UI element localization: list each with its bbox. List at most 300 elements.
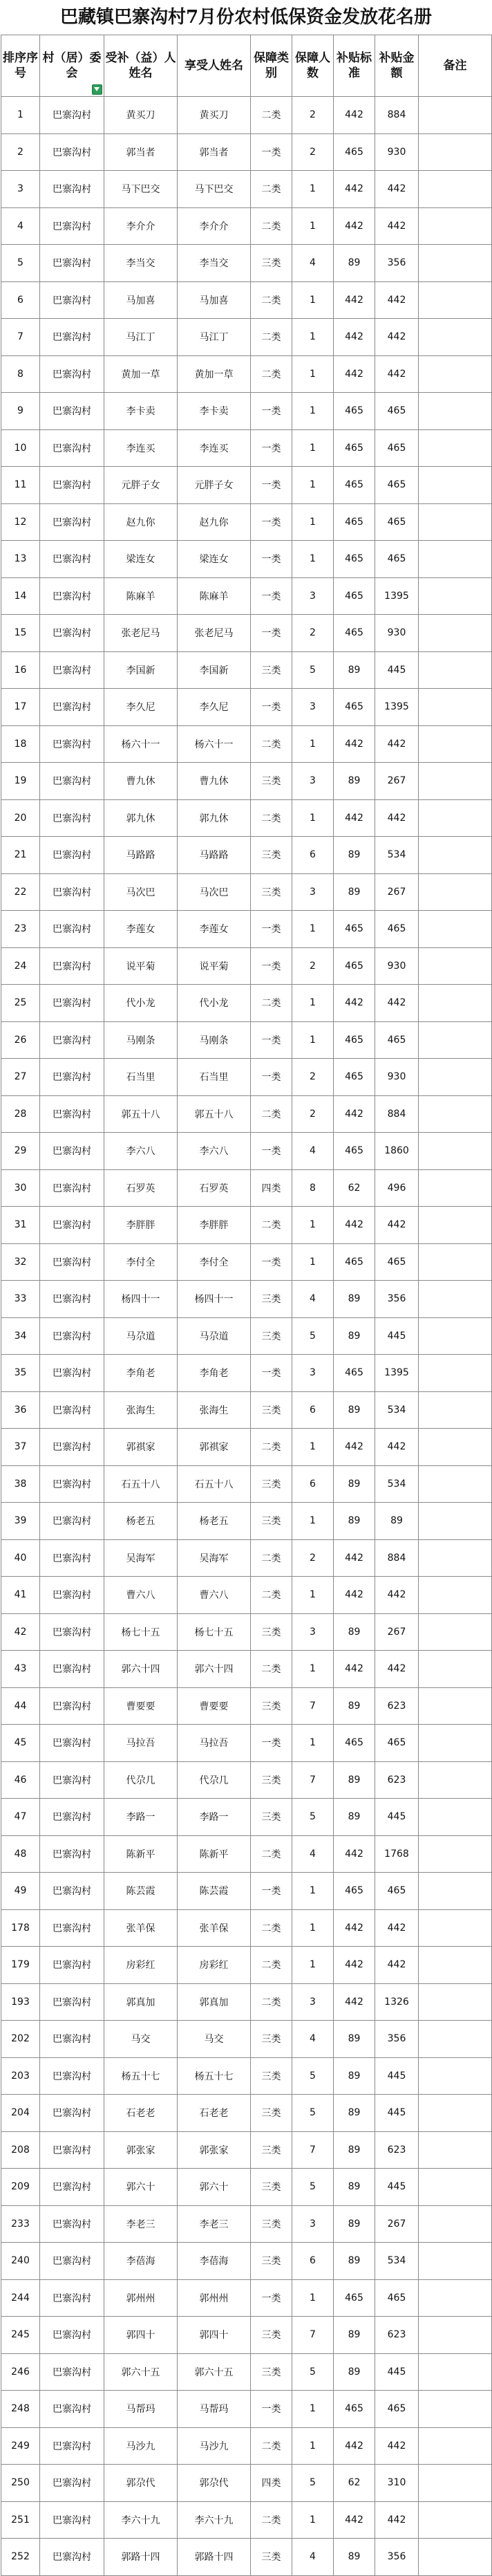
cell-remarks[interactable] <box>419 1317 492 1355</box>
cell-amount[interactable]: 356 <box>375 1281 419 1318</box>
cell-category[interactable]: 二类 <box>251 1909 292 1947</box>
cell-amount[interactable]: 534 <box>375 1391 419 1429</box>
cell-seq[interactable]: 202 <box>1 2021 40 2058</box>
cell-seq[interactable]: 44 <box>1 1687 40 1725</box>
cell-village[interactable]: 巴寨沟村 <box>40 1761 104 1799</box>
cell-village[interactable]: 巴寨沟村 <box>40 319 104 356</box>
cell-beneficiary[interactable]: 陈麻羊 <box>178 577 251 615</box>
cell-seq[interactable]: 249 <box>1 2427 40 2465</box>
cell-standard[interactable]: 465 <box>334 541 375 578</box>
cell-amount[interactable]: 267 <box>375 1613 419 1651</box>
cell-recipient[interactable]: 马拉吾 <box>104 1725 178 1762</box>
cell-category[interactable]: 三类 <box>251 837 292 874</box>
cell-amount[interactable]: 445 <box>375 651 419 689</box>
cell-beneficiary[interactable]: 代尕几 <box>178 1761 251 1799</box>
cell-amount[interactable]: 356 <box>375 2539 419 2576</box>
cell-beneficiary[interactable]: 李付全 <box>178 1243 251 1281</box>
cell-beneficiary[interactable]: 郭路十四 <box>178 2539 251 2576</box>
cell-count[interactable]: 1 <box>292 985 334 1022</box>
cell-seq[interactable]: 31 <box>1 1207 40 1244</box>
cell-beneficiary[interactable]: 郭六十 <box>178 2169 251 2206</box>
cell-seq[interactable]: 2 <box>1 133 40 171</box>
cell-standard[interactable]: 442 <box>334 1207 375 1244</box>
cell-category[interactable]: 一类 <box>251 503 292 541</box>
cell-village[interactable]: 巴寨沟村 <box>40 837 104 874</box>
cell-category[interactable]: 三类 <box>251 1503 292 1540</box>
cell-seq[interactable]: 39 <box>1 1503 40 1540</box>
cell-recipient[interactable]: 李胖胖 <box>104 1207 178 1244</box>
cell-remarks[interactable] <box>419 2131 492 2169</box>
cell-remarks[interactable] <box>419 799 492 837</box>
cell-recipient[interactable]: 陈新平 <box>104 1835 178 1873</box>
cell-beneficiary[interactable]: 马拉吾 <box>178 1725 251 1762</box>
cell-count[interactable]: 1 <box>292 2501 334 2539</box>
cell-beneficiary[interactable]: 郭祺家 <box>178 1429 251 1466</box>
cell-beneficiary[interactable]: 石罗英 <box>178 1169 251 1207</box>
cell-amount[interactable]: 1768 <box>375 1835 419 1873</box>
cell-amount[interactable]: 1860 <box>375 1133 419 1170</box>
cell-amount[interactable]: 534 <box>375 837 419 874</box>
cell-standard[interactable]: 89 <box>334 2021 375 2058</box>
cell-recipient[interactable]: 石当里 <box>104 1059 178 1096</box>
cell-standard[interactable]: 465 <box>334 1725 375 1762</box>
cell-amount[interactable]: 465 <box>375 2391 419 2428</box>
cell-beneficiary[interactable]: 张羊保 <box>178 1909 251 1947</box>
cell-remarks[interactable] <box>419 1465 492 1503</box>
cell-amount[interactable]: 623 <box>375 2131 419 2169</box>
cell-count[interactable]: 2 <box>292 1095 334 1133</box>
cell-remarks[interactable] <box>419 393 492 430</box>
cell-category[interactable]: 二类 <box>251 2427 292 2465</box>
cell-category[interactable]: 一类 <box>251 615 292 652</box>
cell-seq[interactable]: 4 <box>1 207 40 245</box>
cell-remarks[interactable] <box>419 1021 492 1059</box>
cell-category[interactable]: 一类 <box>251 1133 292 1170</box>
cell-recipient[interactable]: 李久尼 <box>104 689 178 726</box>
cell-amount[interactable]: 442 <box>375 281 419 319</box>
cell-remarks[interactable] <box>419 1947 492 1984</box>
cell-remarks[interactable] <box>419 1687 492 1725</box>
cell-amount[interactable]: 442 <box>375 1207 419 1244</box>
cell-beneficiary[interactable]: 郭五十八 <box>178 1095 251 1133</box>
cell-beneficiary[interactable]: 李当交 <box>178 245 251 282</box>
cell-remarks[interactable] <box>419 1983 492 2021</box>
cell-village[interactable]: 巴寨沟村 <box>40 2279 104 2317</box>
cell-seq[interactable]: 204 <box>1 2095 40 2132</box>
cell-beneficiary[interactable]: 石老老 <box>178 2095 251 2132</box>
cell-recipient[interactable]: 陈芸霞 <box>104 1873 178 1910</box>
cell-count[interactable]: 5 <box>292 1317 334 1355</box>
cell-category[interactable]: 一类 <box>251 393 292 430</box>
cell-beneficiary[interactable]: 石五十八 <box>178 1465 251 1503</box>
cell-count[interactable]: 5 <box>292 2057 334 2095</box>
cell-recipient[interactable]: 李卡卖 <box>104 393 178 430</box>
cell-seq[interactable]: 30 <box>1 1169 40 1207</box>
cell-recipient[interactable]: 杨五十七 <box>104 2057 178 2095</box>
cell-remarks[interactable] <box>419 985 492 1022</box>
cell-seq[interactable]: 6 <box>1 281 40 319</box>
cell-beneficiary[interactable]: 赵九你 <box>178 503 251 541</box>
cell-village[interactable]: 巴寨沟村 <box>40 1687 104 1725</box>
cell-seq[interactable]: 8 <box>1 355 40 393</box>
cell-count[interactable]: 1 <box>292 1909 334 1947</box>
cell-recipient[interactable]: 石五十八 <box>104 1465 178 1503</box>
cell-beneficiary[interactable]: 曹九休 <box>178 763 251 800</box>
cell-village[interactable]: 巴寨沟村 <box>40 1169 104 1207</box>
cell-category[interactable]: 一类 <box>251 577 292 615</box>
cell-beneficiary[interactable]: 李路一 <box>178 1799 251 1836</box>
cell-category[interactable]: 二类 <box>251 1983 292 2021</box>
cell-standard[interactable]: 89 <box>334 2539 375 2576</box>
cell-recipient[interactable]: 杨老五 <box>104 1503 178 1540</box>
cell-count[interactable]: 6 <box>292 1465 334 1503</box>
cell-recipient[interactable]: 李付全 <box>104 1243 178 1281</box>
cell-amount[interactable]: 930 <box>375 615 419 652</box>
cell-seq[interactable]: 16 <box>1 651 40 689</box>
cell-seq[interactable]: 40 <box>1 1539 40 1577</box>
cell-recipient[interactable]: 郭真加 <box>104 1983 178 2021</box>
cell-amount[interactable]: 442 <box>375 1429 419 1466</box>
cell-recipient[interactable]: 郭五十八 <box>104 1095 178 1133</box>
cell-category[interactable]: 二类 <box>251 725 292 763</box>
cell-category[interactable]: 三类 <box>251 1761 292 1799</box>
cell-count[interactable]: 1 <box>292 467 334 504</box>
cell-amount[interactable]: 442 <box>375 1577 419 1614</box>
cell-village[interactable]: 巴寨沟村 <box>40 1429 104 1466</box>
cell-beneficiary[interactable]: 马路路 <box>178 837 251 874</box>
cell-beneficiary[interactable]: 黄加一草 <box>178 355 251 393</box>
cell-village[interactable]: 巴寨沟村 <box>40 245 104 282</box>
cell-amount[interactable]: 465 <box>375 911 419 948</box>
cell-remarks[interactable] <box>419 2317 492 2354</box>
cell-beneficiary[interactable]: 梁连女 <box>178 541 251 578</box>
cell-standard[interactable]: 89 <box>334 1391 375 1429</box>
cell-amount[interactable]: 465 <box>375 1243 419 1281</box>
cell-seq[interactable]: 7 <box>1 319 40 356</box>
cell-recipient[interactable]: 曹九休 <box>104 763 178 800</box>
cell-recipient[interactable]: 马帮玛 <box>104 2391 178 2428</box>
cell-count[interactable]: 2 <box>292 947 334 985</box>
cell-remarks[interactable] <box>419 2279 492 2317</box>
cell-category[interactable]: 一类 <box>251 1725 292 1762</box>
cell-amount[interactable]: 442 <box>375 1947 419 1984</box>
cell-amount[interactable]: 445 <box>375 1799 419 1836</box>
cell-standard[interactable]: 465 <box>334 1355 375 1392</box>
cell-count[interactable]: 1 <box>292 503 334 541</box>
cell-village[interactable]: 巴寨沟村 <box>40 2131 104 2169</box>
cell-recipient[interactable]: 李莲女 <box>104 911 178 948</box>
cell-standard[interactable]: 89 <box>334 2243 375 2280</box>
cell-category[interactable]: 一类 <box>251 1873 292 1910</box>
cell-village[interactable]: 巴寨沟村 <box>40 1317 104 1355</box>
cell-category[interactable]: 三类 <box>251 1281 292 1318</box>
cell-seq[interactable]: 13 <box>1 541 40 578</box>
cell-standard[interactable]: 89 <box>334 2169 375 2206</box>
cell-standard[interactable]: 89 <box>334 1613 375 1651</box>
cell-recipient[interactable]: 马沙九 <box>104 2427 178 2465</box>
cell-standard[interactable]: 89 <box>334 2205 375 2243</box>
cell-recipient[interactable]: 李六八 <box>104 1133 178 1170</box>
cell-count[interactable]: 1 <box>292 393 334 430</box>
cell-category[interactable]: 二类 <box>251 1539 292 1577</box>
cell-beneficiary[interactable]: 元胖子女 <box>178 467 251 504</box>
cell-category[interactable]: 三类 <box>251 2131 292 2169</box>
cell-remarks[interactable] <box>419 97 492 134</box>
cell-standard[interactable]: 442 <box>334 985 375 1022</box>
cell-beneficiary[interactable]: 陈芸霞 <box>178 1873 251 1910</box>
cell-seq[interactable]: 37 <box>1 1429 40 1466</box>
cell-recipient[interactable]: 代尕几 <box>104 1761 178 1799</box>
cell-beneficiary[interactable]: 郭张家 <box>178 2131 251 2169</box>
cell-category[interactable]: 三类 <box>251 1317 292 1355</box>
cell-category[interactable]: 三类 <box>251 1465 292 1503</box>
cell-standard[interactable]: 89 <box>334 2057 375 2095</box>
cell-count[interactable]: 5 <box>292 651 334 689</box>
cell-village[interactable]: 巴寨沟村 <box>40 1613 104 1651</box>
cell-beneficiary[interactable]: 马加喜 <box>178 281 251 319</box>
cell-standard[interactable]: 442 <box>334 2501 375 2539</box>
cell-standard[interactable]: 442 <box>334 1429 375 1466</box>
cell-category[interactable]: 一类 <box>251 1355 292 1392</box>
cell-amount[interactable]: 356 <box>375 2021 419 2058</box>
cell-seq[interactable]: 240 <box>1 2243 40 2280</box>
cell-village[interactable]: 巴寨沟村 <box>40 1539 104 1577</box>
cell-amount[interactable]: 496 <box>375 1169 419 1207</box>
cell-count[interactable]: 1 <box>292 1429 334 1466</box>
cell-category[interactable]: 三类 <box>251 2095 292 2132</box>
cell-category[interactable]: 二类 <box>251 985 292 1022</box>
cell-amount[interactable]: 1395 <box>375 689 419 726</box>
cell-amount[interactable]: 267 <box>375 2205 419 2243</box>
cell-standard[interactable]: 465 <box>334 947 375 985</box>
cell-recipient[interactable]: 马次巴 <box>104 873 178 911</box>
cell-seq[interactable]: 233 <box>1 2205 40 2243</box>
cell-count[interactable]: 2 <box>292 133 334 171</box>
cell-standard[interactable]: 465 <box>334 911 375 948</box>
cell-category[interactable]: 三类 <box>251 1613 292 1651</box>
cell-seq[interactable]: 42 <box>1 1613 40 1651</box>
cell-remarks[interactable] <box>419 2243 492 2280</box>
cell-standard[interactable]: 465 <box>334 615 375 652</box>
cell-village[interactable]: 巴寨沟村 <box>40 2057 104 2095</box>
cell-remarks[interactable] <box>419 2539 492 2576</box>
cell-amount[interactable]: 465 <box>375 429 419 467</box>
cell-count[interactable]: 1 <box>292 1577 334 1614</box>
cell-recipient[interactable]: 黄买刀 <box>104 97 178 134</box>
cell-village[interactable]: 巴寨沟村 <box>40 393 104 430</box>
cell-remarks[interactable] <box>419 467 492 504</box>
cell-category[interactable]: 二类 <box>251 281 292 319</box>
cell-recipient[interactable]: 郭六十四 <box>104 1651 178 1688</box>
cell-beneficiary[interactable]: 马次巴 <box>178 873 251 911</box>
cell-beneficiary[interactable]: 李胖胖 <box>178 1207 251 1244</box>
cell-count[interactable]: 5 <box>292 1799 334 1836</box>
cell-village[interactable]: 巴寨沟村 <box>40 947 104 985</box>
cell-village[interactable]: 巴寨沟村 <box>40 1207 104 1244</box>
cell-count[interactable]: 4 <box>292 2021 334 2058</box>
cell-village[interactable]: 巴寨沟村 <box>40 725 104 763</box>
cell-count[interactable]: 7 <box>292 1687 334 1725</box>
cell-village[interactable]: 巴寨沟村 <box>40 2465 104 2502</box>
cell-seq[interactable]: 5 <box>1 245 40 282</box>
cell-category[interactable]: 一类 <box>251 689 292 726</box>
cell-count[interactable]: 4 <box>292 1835 334 1873</box>
cell-remarks[interactable] <box>419 1169 492 1207</box>
cell-recipient[interactable]: 郭四十 <box>104 2317 178 2354</box>
cell-amount[interactable]: 442 <box>375 2427 419 2465</box>
cell-village[interactable]: 巴寨沟村 <box>40 207 104 245</box>
cell-beneficiary[interactable]: 李六十九 <box>178 2501 251 2539</box>
cell-recipient[interactable]: 马加喜 <box>104 281 178 319</box>
cell-recipient[interactable]: 郭张家 <box>104 2131 178 2169</box>
cell-category[interactable]: 三类 <box>251 245 292 282</box>
cell-count[interactable]: 1 <box>292 171 334 208</box>
cell-standard[interactable]: 89 <box>334 1281 375 1318</box>
cell-standard[interactable]: 442 <box>334 1577 375 1614</box>
cell-count[interactable]: 5 <box>292 2353 334 2391</box>
cell-count[interactable]: 3 <box>292 2205 334 2243</box>
cell-beneficiary[interactable]: 郭当者 <box>178 133 251 171</box>
cell-seq[interactable]: 36 <box>1 1391 40 1429</box>
cell-remarks[interactable] <box>419 873 492 911</box>
cell-remarks[interactable] <box>419 1909 492 1947</box>
cell-category[interactable]: 三类 <box>251 1799 292 1836</box>
cell-village[interactable]: 巴寨沟村 <box>40 2243 104 2280</box>
cell-village[interactable]: 巴寨沟村 <box>40 2169 104 2206</box>
cell-remarks[interactable] <box>419 1429 492 1466</box>
cell-standard[interactable]: 465 <box>334 2391 375 2428</box>
cell-standard[interactable]: 62 <box>334 1169 375 1207</box>
cell-seq[interactable]: 29 <box>1 1133 40 1170</box>
cell-beneficiary[interactable]: 李卡卖 <box>178 393 251 430</box>
cell-standard[interactable]: 465 <box>334 577 375 615</box>
header-village[interactable] <box>40 35 104 97</box>
cell-amount[interactable]: 267 <box>375 873 419 911</box>
cell-amount[interactable]: 356 <box>375 245 419 282</box>
cell-remarks[interactable] <box>419 2353 492 2391</box>
cell-standard[interactable]: 442 <box>334 1539 375 1577</box>
cell-recipient[interactable]: 李当交 <box>104 245 178 282</box>
cell-seq[interactable]: 11 <box>1 467 40 504</box>
cell-recipient[interactable]: 李连买 <box>104 429 178 467</box>
cell-remarks[interactable] <box>419 577 492 615</box>
cell-standard[interactable]: 442 <box>334 1947 375 1984</box>
cell-village[interactable]: 巴寨沟村 <box>40 1243 104 1281</box>
cell-amount[interactable]: 1395 <box>375 577 419 615</box>
cell-remarks[interactable] <box>419 1503 492 1540</box>
cell-amount[interactable]: 442 <box>375 207 419 245</box>
cell-standard[interactable]: 89 <box>334 651 375 689</box>
cell-beneficiary[interactable]: 杨老五 <box>178 1503 251 1540</box>
cell-amount[interactable]: 534 <box>375 2243 419 2280</box>
cell-remarks[interactable] <box>419 2095 492 2132</box>
cell-village[interactable]: 巴寨沟村 <box>40 577 104 615</box>
cell-standard[interactable]: 465 <box>334 689 375 726</box>
cell-beneficiary[interactable]: 郭六十四 <box>178 1651 251 1688</box>
cell-remarks[interactable] <box>419 1835 492 1873</box>
cell-recipient[interactable]: 石罗英 <box>104 1169 178 1207</box>
cell-seq[interactable]: 23 <box>1 911 40 948</box>
cell-count[interactable]: 3 <box>292 763 334 800</box>
cell-standard[interactable]: 442 <box>334 1835 375 1873</box>
cell-remarks[interactable] <box>419 2169 492 2206</box>
cell-amount[interactable]: 442 <box>375 1651 419 1688</box>
cell-standard[interactable]: 89 <box>334 2317 375 2354</box>
cell-category[interactable]: 二类 <box>251 1095 292 1133</box>
cell-beneficiary[interactable]: 马交 <box>178 2021 251 2058</box>
cell-remarks[interactable] <box>419 2391 492 2428</box>
cell-village[interactable]: 巴寨沟村 <box>40 355 104 393</box>
cell-amount[interactable]: 442 <box>375 985 419 1022</box>
cell-count[interactable]: 3 <box>292 1983 334 2021</box>
cell-seq[interactable]: 248 <box>1 2391 40 2428</box>
cell-village[interactable]: 巴寨沟村 <box>40 1133 104 1170</box>
cell-beneficiary[interactable]: 马刚条 <box>178 1021 251 1059</box>
cell-village[interactable]: 巴寨沟村 <box>40 985 104 1022</box>
cell-village[interactable]: 巴寨沟村 <box>40 799 104 837</box>
cell-category[interactable]: 四类 <box>251 1169 292 1207</box>
cell-remarks[interactable] <box>419 911 492 948</box>
cell-remarks[interactable] <box>419 1873 492 1910</box>
cell-count[interactable]: 4 <box>292 1133 334 1170</box>
cell-category[interactable]: 一类 <box>251 133 292 171</box>
cell-remarks[interactable] <box>419 1391 492 1429</box>
cell-standard[interactable]: 89 <box>334 837 375 874</box>
cell-count[interactable]: 4 <box>292 245 334 282</box>
cell-beneficiary[interactable]: 李连买 <box>178 429 251 467</box>
cell-count[interactable]: 1 <box>292 1725 334 1762</box>
cell-category[interactable]: 三类 <box>251 2539 292 2576</box>
cell-count[interactable]: 7 <box>292 2317 334 2354</box>
cell-remarks[interactable] <box>419 1243 492 1281</box>
cell-recipient[interactable]: 杨四十一 <box>104 1281 178 1318</box>
cell-village[interactable]: 巴寨沟村 <box>40 429 104 467</box>
cell-beneficiary[interactable]: 曹要要 <box>178 1687 251 1725</box>
cell-standard[interactable]: 89 <box>334 1503 375 1540</box>
cell-remarks[interactable] <box>419 2057 492 2095</box>
cell-seq[interactable]: 178 <box>1 1909 40 1947</box>
cell-count[interactable]: 7 <box>292 1761 334 1799</box>
cell-recipient[interactable]: 张羊保 <box>104 1909 178 1947</box>
cell-count[interactable]: 6 <box>292 1391 334 1429</box>
cell-category[interactable]: 一类 <box>251 1021 292 1059</box>
cell-amount[interactable]: 623 <box>375 1761 419 1799</box>
cell-remarks[interactable] <box>419 615 492 652</box>
cell-remarks[interactable] <box>419 837 492 874</box>
cell-beneficiary[interactable]: 李国新 <box>178 651 251 689</box>
cell-beneficiary[interactable]: 马江丁 <box>178 319 251 356</box>
cell-recipient[interactable]: 李路一 <box>104 1799 178 1836</box>
cell-recipient[interactable]: 赵九你 <box>104 503 178 541</box>
cell-recipient[interactable]: 陈麻羊 <box>104 577 178 615</box>
cell-seq[interactable]: 15 <box>1 615 40 652</box>
cell-remarks[interactable] <box>419 133 492 171</box>
cell-remarks[interactable] <box>419 763 492 800</box>
cell-remarks[interactable] <box>419 2021 492 2058</box>
cell-category[interactable]: 二类 <box>251 207 292 245</box>
cell-standard[interactable]: 442 <box>334 1983 375 2021</box>
cell-category[interactable]: 三类 <box>251 763 292 800</box>
cell-amount[interactable]: 623 <box>375 1687 419 1725</box>
cell-recipient[interactable]: 李国新 <box>104 651 178 689</box>
cell-standard[interactable]: 89 <box>334 1799 375 1836</box>
cell-beneficiary[interactable]: 杨四十一 <box>178 1281 251 1318</box>
cell-remarks[interactable] <box>419 1059 492 1096</box>
cell-amount[interactable]: 445 <box>375 2057 419 2095</box>
cell-remarks[interactable] <box>419 1613 492 1651</box>
cell-amount[interactable]: 465 <box>375 467 419 504</box>
cell-count[interactable]: 6 <box>292 837 334 874</box>
